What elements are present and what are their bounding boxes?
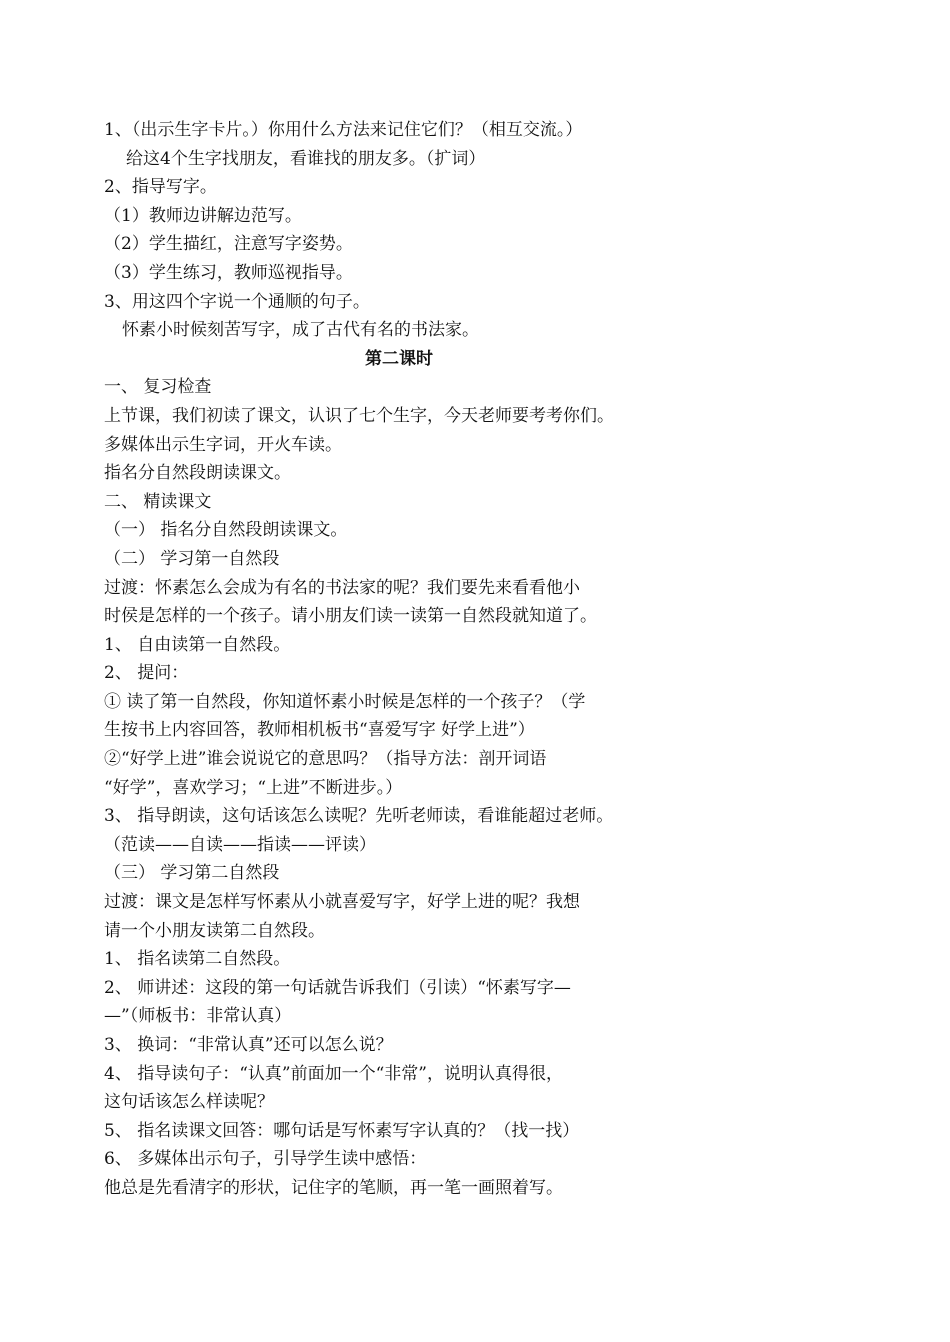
text-line: 他总是先看清字的形状，记住字的笔顺，再一笔一画照着写。 bbox=[104, 1177, 563, 1198]
text-line: 请一个小朋友读第二自然段。 bbox=[104, 920, 325, 941]
text-line: 4、 指导读句子：“认真”前面加一个“非常”，说明认真得很， bbox=[104, 1063, 563, 1084]
text-line: 上节课，我们初读了课文，认识了七个生字，今天老师要考考你们。 bbox=[104, 405, 614, 426]
text-line: 给这4个生字找朋友，看谁找的朋友多。（扩词） bbox=[126, 148, 486, 169]
text-line: （三） 学习第二自然段 bbox=[104, 863, 280, 884]
text-line: 时侯是怎样的一个孩子。请小朋友们读一读第一自然段就知道了。 bbox=[104, 606, 597, 627]
text-line: （2）学生描红，注意写字姿势。 bbox=[104, 234, 353, 255]
section-heading: 第二课时 bbox=[365, 348, 433, 369]
text-line: 6、 多媒体出示句子，引导学生读中感悟： bbox=[104, 1149, 427, 1170]
text-line: 1、 自由读第一自然段。 bbox=[104, 634, 291, 655]
text-line: 3、 换词：“非常认真”还可以怎么说？ bbox=[104, 1035, 393, 1055]
text-line: “好学”，喜欢学习；“上进”不断进步。） bbox=[104, 777, 403, 798]
text-line: 3、 指导朗读，这句话该怎么读呢？先听老师读，看谁能超过老师。 bbox=[104, 806, 614, 827]
text-line: （3）学生练习，教师巡视指导。 bbox=[104, 262, 353, 283]
text-line: 指名分自然段朗读课文。 bbox=[104, 463, 291, 484]
text-line: 怀素小时候刻苦写字，成了古代有名的书法家。 bbox=[122, 320, 479, 341]
text-line: 2、 提问： bbox=[104, 663, 189, 684]
text-line: 二、 精读课文 bbox=[104, 491, 212, 512]
text-line: 3、用这四个字说一个通顺的句子。 bbox=[104, 291, 370, 312]
text-line: 2、 师讲述：这段的第一句话就告诉我们（引读）“怀素写字— bbox=[104, 977, 571, 998]
text-line: 过渡：课文是怎样写怀素从小就喜爱写字，好学上进的呢？我想 bbox=[104, 892, 580, 913]
text-line: 5、 指名读课文回答：哪句话是写怀素写字认真的？（找一找） bbox=[104, 1120, 580, 1141]
text-line: 多媒体出示生字词，开火车读。 bbox=[104, 434, 342, 455]
text-line: 1、（出示生字卡片。）你用什么方法来记住它们？（相互交流。） bbox=[104, 120, 583, 140]
text-line: 这句话该怎么样读呢？ bbox=[104, 1092, 274, 1113]
lesson-plan-text bbox=[104, 116, 664, 1203]
text-line: （二） 学习第一自然段 bbox=[104, 548, 280, 569]
text-line: ① 读了第一自然段，你知道怀素小时候是怎样的一个孩子？（学 bbox=[104, 691, 586, 712]
text-line: 2、指导写字。 bbox=[104, 177, 217, 198]
text-line: 过渡：怀素怎么会成为有名的书法家的呢？我们要先来看看他小 bbox=[104, 577, 580, 598]
text-line: ②“好学上进”谁会说说它的意思吗？（指导方法：剖开词语 bbox=[104, 749, 547, 770]
text-line: 一、 复习检查 bbox=[104, 377, 212, 398]
text-line: —”（师板书：非常认真） bbox=[104, 1006, 292, 1027]
text-line: 生按书上内容回答，教师相机板书“喜爱写字 好学上进”） bbox=[104, 720, 535, 741]
text-line: 1、 指名读第二自然段。 bbox=[104, 949, 291, 970]
text-line: （1）教师边讲解边范写。 bbox=[104, 205, 302, 226]
text-line: （一） 指名分自然段朗读课文。 bbox=[104, 520, 348, 541]
text-line: （范读——自读——指读——评读） bbox=[104, 834, 376, 855]
